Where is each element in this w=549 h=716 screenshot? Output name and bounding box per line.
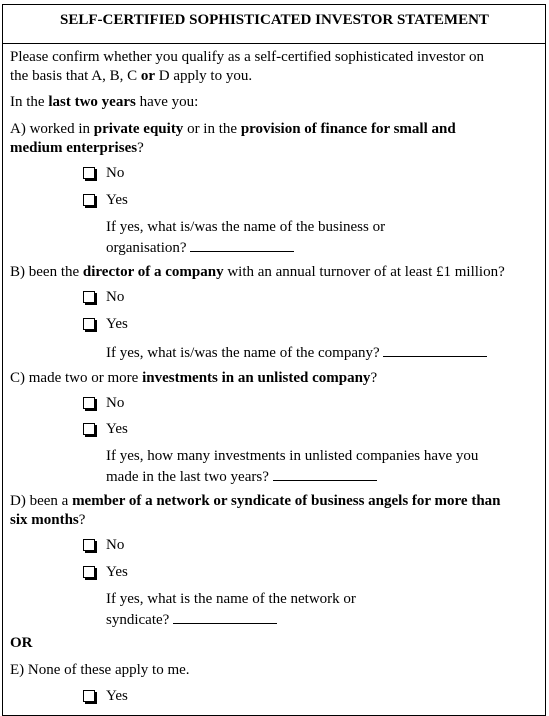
question-e-line-1: E) None of these apply to me. — [10, 662, 190, 678]
question-b-answer-field[interactable] — [383, 342, 487, 357]
question-a-line-2: medium enterprises? — [10, 140, 144, 156]
question-c-yes-checkbox[interactable] — [83, 423, 95, 435]
question-a-yes-checkbox[interactable] — [83, 194, 95, 206]
question-b-line-1: B) been the director of a company with an annual turnover of at least £1 million? — [10, 264, 505, 280]
question-d-yes-label: Yes — [106, 564, 128, 580]
question-c-followup-line-2: made in the last two years? — [106, 466, 377, 487]
question-e-yes-checkbox[interactable] — [83, 690, 95, 702]
question-d-line-2: six months? — [10, 512, 86, 528]
question-d-followup-line-1: If yes, what is the name of the network or — [106, 591, 356, 607]
intro-line-1: Please confirm whether you qualify as a self-certified sophisticated investor on — [10, 49, 485, 65]
question-a-yes-label: Yes — [106, 192, 128, 208]
question-a-followup-line-2: organisation? — [106, 237, 294, 258]
question-d-followup-line-2: syndicate? — [106, 609, 277, 630]
question-a-no-checkbox[interactable] — [83, 167, 95, 179]
question-a-answer-field[interactable] — [190, 237, 294, 252]
question-d-answer-field[interactable] — [173, 609, 277, 624]
question-b-yes-label: Yes — [106, 316, 128, 332]
question-b-yes-checkbox[interactable] — [83, 318, 95, 330]
question-a-line-1: A) worked in private equity or in the provision of finance for small and — [10, 121, 456, 137]
question-c-answer-field[interactable] — [273, 466, 377, 481]
question-c-no-checkbox[interactable] — [83, 397, 95, 409]
question-c-yes-label: Yes — [106, 421, 128, 437]
question-b-followup-line-1: If yes, what is/was the name of the company? — [106, 342, 487, 363]
question-a-followup-line-1: If yes, what is/was the name of the business or — [106, 219, 386, 235]
question-a-no-label: No — [106, 165, 125, 181]
question-d-no-checkbox[interactable] — [83, 539, 95, 551]
intro-line-2: the basis that A, B, C or D apply to you. — [10, 68, 253, 84]
or-separator: OR — [10, 635, 33, 651]
question-d-line-1: D) been a member of a network or syndicate of business angels for more than — [10, 493, 501, 509]
question-c-no-label: No — [106, 395, 125, 411]
question-d-no-label: No — [106, 537, 125, 553]
question-c-followup-line-1: If yes, how many investments in unlisted companies have you — [106, 448, 479, 464]
question-c-line-1: C) made two or more investments in an unlisted company? — [10, 370, 378, 386]
question-d-yes-checkbox[interactable] — [83, 566, 95, 578]
question-b-no-label: No — [106, 289, 125, 305]
form-title: SELF-CERTIFIED SOPHISTICATED INVESTOR STATEMENT — [60, 12, 489, 28]
question-b-no-checkbox[interactable] — [83, 291, 95, 303]
question-e-yes-label: Yes — [106, 688, 128, 704]
period-line: In the last two years have you: — [10, 94, 199, 110]
